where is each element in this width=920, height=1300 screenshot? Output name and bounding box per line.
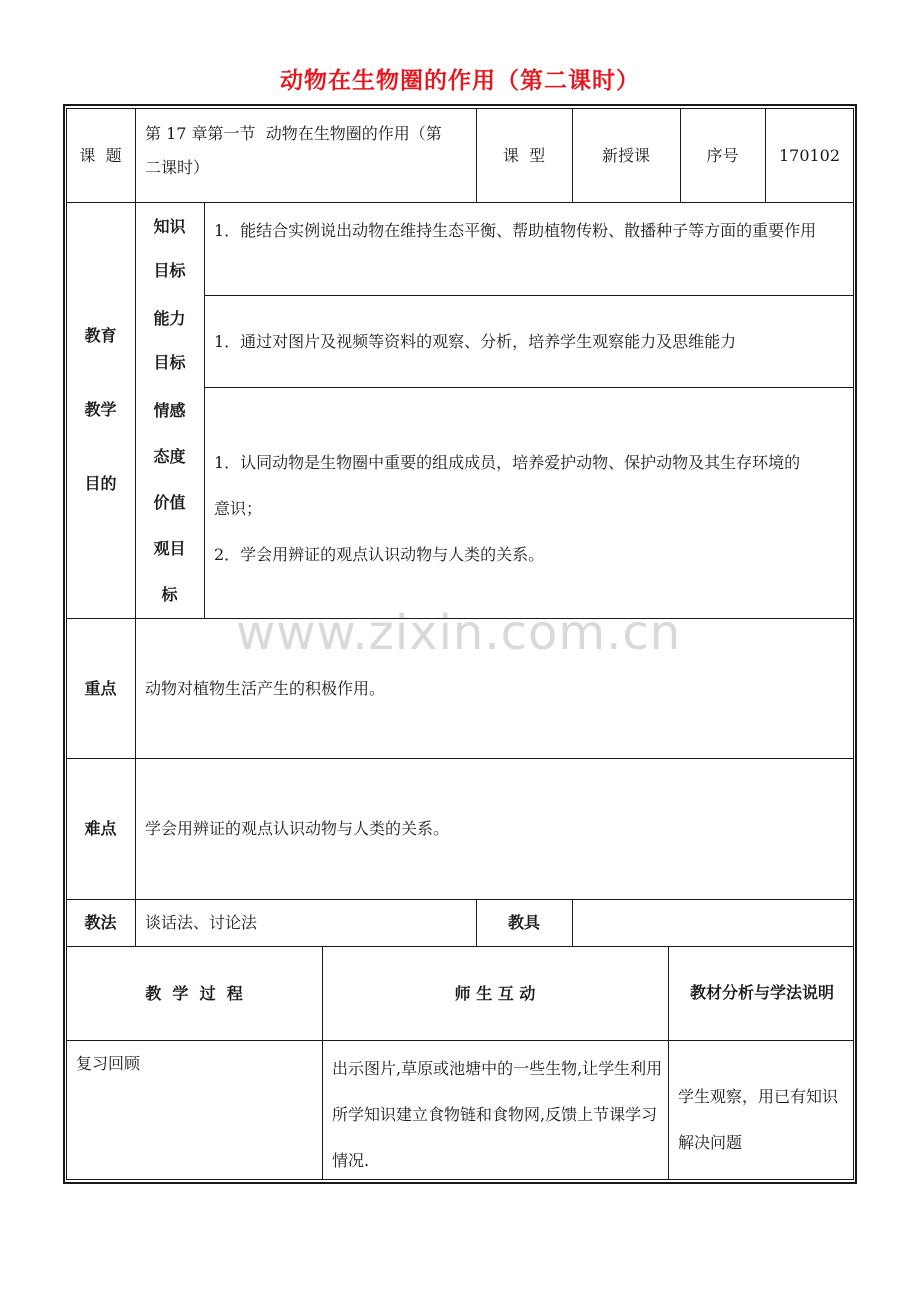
type-label: 课 型 [502, 145, 546, 165]
topic-label: 课 题 [79, 145, 122, 165]
process-interaction: 出示图片,草原或池塘中的一些生物,让学生利用所学知识建立食物链和食物网,反馈上节课学习情况. [332, 1059, 663, 1170]
process-col-step: 教 学 过 程 [145, 983, 243, 1003]
emotion-text [214, 440, 814, 578]
seq-label: 序号 [706, 145, 739, 165]
seq-value: 170102 [778, 145, 841, 165]
topic-value-line1: 第 17 章第一节 动物在生物圈的作用（第 [145, 124, 442, 143]
objectives-group-label: 教育 教学 目的 [84, 326, 117, 493]
type-value: 新授课 [601, 145, 650, 165]
key-point-text: 动物对植物生活产生的积极作用。 [145, 678, 386, 698]
watermark: www.zixin.com.cn [236, 605, 682, 661]
process-analysis: 学生观察，用已有知识解决问题 [678, 1087, 839, 1152]
method-text: 谈话法、讨论法 [145, 913, 258, 932]
emotion-text-2: 2．学会用辨证的观点认识动物与人类的关系。 [214, 545, 545, 564]
method-label: 教法 [84, 913, 117, 932]
key-point-label: 重点 [84, 678, 117, 698]
emotion-label: 情感 态度 价值 观目 标 [153, 400, 186, 604]
topic-value-line2: 二课时） [145, 158, 210, 177]
process-col-interaction: 师 生 互 动 [454, 983, 536, 1003]
tools-value [582, 899, 842, 946]
emotion-text-1: 1．认同动物是生物圈中重要的组成成员，培养爱护动物、保护动物及其生存环境的意识； [214, 453, 801, 518]
process-step: 复习回顾 [76, 1054, 141, 1073]
difficulty-text: 学会用辨证的观点认识动物与人类的关系。 [145, 819, 450, 838]
ability-text: 1．通过对图片及视频等资料的观察、分析，培养学生观察能力及思维能力 [214, 331, 737, 351]
knowledge-text: 1．能结合实例说出动物在维持生态平衡、帮助植物传粉、散播种子等方面的重要作用 [214, 221, 817, 240]
tools-label: 教具 [507, 913, 540, 932]
knowledge-label: 知识 目标 [153, 216, 186, 280]
topic-value [145, 120, 475, 182]
page-title: 动物在生物圈的作用（第二课时） [280, 68, 640, 94]
process-col-analysis: 教材分析与学法说明 [689, 983, 834, 1002]
ability-label: 能力 目标 [153, 309, 186, 372]
difficulty-label: 难点 [84, 819, 117, 838]
